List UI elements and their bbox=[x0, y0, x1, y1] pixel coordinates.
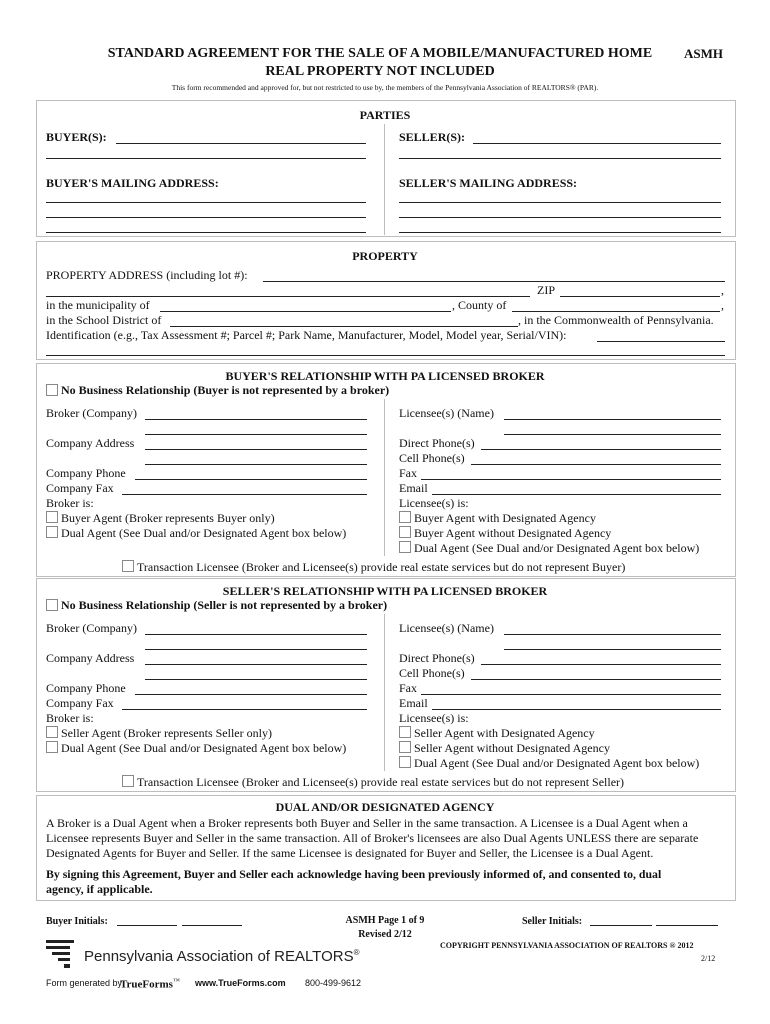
identification-label: Identification (e.g., Tax Assessment #; Parcel #; Park Name, Manufacturer, Model, Model year, Serial/VIN): bbox=[46, 328, 567, 342]
buyers-field-2[interactable] bbox=[46, 158, 366, 159]
buyer-no-relationship-checkbox[interactable] bbox=[46, 384, 58, 396]
zip-label: ZIP bbox=[537, 283, 555, 297]
seller-broker-divider bbox=[384, 614, 385, 771]
buyer-email-field[interactable] bbox=[432, 494, 721, 495]
property-heading: PROPERTY bbox=[352, 249, 418, 263]
buyer-lic-opt1-checkbox[interactable] bbox=[399, 511, 411, 523]
zip-comma: , bbox=[721, 283, 724, 297]
municipality-field[interactable] bbox=[160, 311, 451, 312]
parties-divider bbox=[384, 124, 385, 235]
buyer-company-address-field-2[interactable] bbox=[145, 464, 367, 465]
trueforms-website-link[interactable]: www.TrueForms.com bbox=[195, 978, 286, 988]
seller-address-label: SELLER'S MAILING ADDRESS: bbox=[399, 176, 578, 190]
par-logo-text bbox=[84, 944, 360, 966]
buyer-transaction-label: Transaction Licensee (Broker and Licensee(s) provide real estate services but do not represent Buyer) bbox=[137, 560, 626, 574]
seller-cell-phone-field[interactable] bbox=[471, 679, 721, 680]
buyers-label: BUYER(S): bbox=[46, 130, 107, 144]
seller-lic-opt1-checkbox[interactable] bbox=[399, 726, 411, 738]
buyer-fax-label: Fax bbox=[399, 466, 417, 480]
buyer-cell-phone-label: Cell Phone(s) bbox=[399, 451, 465, 465]
buyers-field-1[interactable] bbox=[116, 143, 366, 144]
sellers-field-1[interactable] bbox=[473, 143, 721, 144]
seller-company-fax-label: Company Fax bbox=[46, 696, 114, 710]
seller-lic-opt2-label: Seller Agent without Designated Agency bbox=[414, 741, 610, 755]
seller-initials-field-1[interactable] bbox=[590, 925, 652, 926]
seller-initials-field-2[interactable] bbox=[656, 925, 718, 926]
seller-lic-opt2-checkbox[interactable] bbox=[399, 741, 411, 753]
seller-transaction-label: Transaction Licensee (Broker and Licensee(s) provide real estate services but do not represent Seller) bbox=[137, 775, 625, 789]
property-address-field[interactable] bbox=[263, 281, 725, 282]
seller-company-address-field[interactable] bbox=[145, 664, 367, 665]
seller-lic-opt3-label: Dual Agent (See Dual and/or Designated Agent box below) bbox=[414, 756, 700, 770]
seller-fax-label: Fax bbox=[399, 681, 417, 695]
seller-initials-label: Seller Initials: bbox=[522, 916, 583, 927]
dual-paragraph-line1: A Broker is a Dual Agent when a Broker represents both Buyer and Seller in the same transaction. A Licensee is a Dual Agent when a bbox=[46, 816, 688, 830]
trueforms-tm: ™ bbox=[172, 977, 180, 985]
seller-licensees-name-label: Licensee(s) (Name) bbox=[399, 621, 494, 635]
buyer-company-fax-label: Company Fax bbox=[46, 481, 114, 495]
buyer-licensees-name-label: Licensee(s) (Name) bbox=[399, 406, 494, 420]
seller-agent-label: Seller Agent (Broker represents Seller only) bbox=[61, 726, 272, 740]
generated-by-label: Form generated by: bbox=[46, 978, 125, 988]
buyer-no-relationship-label: No Business Relationship (Buyer is not represented by a broker) bbox=[61, 383, 390, 397]
seller-no-relationship-label: No Business Relationship (Seller is not represented by a broker) bbox=[61, 598, 388, 612]
seller-direct-phone-field[interactable] bbox=[481, 664, 721, 665]
county-label: , County of bbox=[452, 298, 507, 312]
dual-acknowledgement-line2: agency, if applicable. bbox=[46, 882, 153, 896]
buyer-licensees-is-label: Licensee(s) is: bbox=[399, 496, 469, 510]
seller-address-field-1[interactable] bbox=[399, 202, 721, 203]
copyright-text: COPYRIGHT PENNSYLVANIA ASSOCIATION OF REALTORS ® 2012 bbox=[440, 941, 694, 950]
seller-broker-is-label: Broker is: bbox=[46, 711, 94, 725]
form-subtitle: This form recommended and approved for, but not restricted to use by, the members of the Pennsylvania Association of REALTORS® (PAR). bbox=[171, 83, 599, 92]
buyer-address-label: BUYER'S MAILING ADDRESS: bbox=[46, 176, 219, 190]
buyer-agent-label: Buyer Agent (Broker represents Buyer only) bbox=[61, 511, 275, 525]
sellers-field-2[interactable] bbox=[399, 158, 721, 159]
seller-company-phone-field[interactable] bbox=[135, 694, 367, 695]
buyer-transaction-checkbox[interactable] bbox=[122, 560, 134, 572]
buyer-lic-opt3-label: Dual Agent (See Dual and/or Designated Agent box below) bbox=[414, 541, 700, 555]
buyer-dual-agent-label: Dual Agent (See Dual and/or Designated Agent box below) bbox=[61, 526, 347, 540]
buyer-direct-phone-field[interactable] bbox=[481, 449, 721, 450]
buyer-licensees-name-field-2[interactable] bbox=[504, 434, 721, 435]
buyer-licensees-name-field[interactable] bbox=[504, 419, 721, 420]
form-code: ASMH bbox=[684, 46, 723, 61]
buyer-company-address-label: Company Address bbox=[46, 436, 135, 450]
seller-email-label: Email bbox=[399, 696, 428, 710]
buyer-initials-field-1[interactable] bbox=[117, 925, 177, 926]
revised-date: Revised 2/12 bbox=[358, 929, 412, 940]
seller-address-field-3[interactable] bbox=[399, 232, 721, 233]
identification-field-2[interactable] bbox=[46, 355, 725, 356]
buyer-dual-agent-checkbox[interactable] bbox=[46, 526, 58, 538]
sellers-label: SELLER(S): bbox=[399, 130, 466, 144]
municipality-label: in the municipality of bbox=[46, 298, 150, 312]
seller-licensees-name-field-2[interactable] bbox=[504, 649, 721, 650]
seller-company-address-field-2[interactable] bbox=[145, 679, 367, 680]
dual-paragraph-line2: Licensee represents Buyer and Seller in the same transaction. All of Broker's licensees are also Dual Agents UNLESS there are separate bbox=[46, 831, 699, 845]
trueforms-brand bbox=[120, 974, 180, 992]
county-comma: , bbox=[721, 298, 724, 312]
seller-broker-company-label: Broker (Company) bbox=[46, 621, 137, 635]
seller-broker-company-field-2[interactable] bbox=[145, 649, 367, 650]
buyer-direct-phone-label: Direct Phone(s) bbox=[399, 436, 475, 450]
county-field[interactable] bbox=[512, 311, 720, 312]
seller-direct-phone-label: Direct Phone(s) bbox=[399, 651, 475, 665]
buyer-cell-phone-field[interactable] bbox=[471, 464, 721, 465]
buyer-email-label: Email bbox=[399, 481, 428, 495]
par-logo-name: Pennsylvania Association of REALTORS bbox=[84, 948, 354, 965]
seller-broker-heading: SELLER'S RELATIONSHIP WITH PA LICENSED BROKER bbox=[222, 584, 548, 598]
par-logo-icon bbox=[44, 938, 76, 970]
seller-company-phone-label: Company Phone bbox=[46, 681, 126, 695]
buyer-broker-divider bbox=[384, 399, 385, 556]
zip-field[interactable] bbox=[560, 296, 720, 297]
seller-email-field[interactable] bbox=[432, 709, 721, 710]
buyer-broker-heading: BUYER'S RELATIONSHIP WITH PA LICENSED BROKER bbox=[225, 369, 545, 383]
seller-agent-checkbox[interactable] bbox=[46, 726, 58, 738]
seller-lic-opt1-label: Seller Agent with Designated Agency bbox=[414, 726, 595, 740]
dual-agency-heading: DUAL AND/OR DESIGNATED AGENCY bbox=[275, 800, 495, 814]
buyer-lic-opt2-checkbox[interactable] bbox=[399, 526, 411, 538]
buyer-broker-is-label: Broker is: bbox=[46, 496, 94, 510]
buyer-company-phone-field[interactable] bbox=[135, 479, 367, 480]
buyer-company-phone-label: Company Phone bbox=[46, 466, 126, 480]
seller-broker-company-field[interactable] bbox=[145, 634, 367, 635]
dual-paragraph-line3: Designated Agents for Buyer and Seller. If the same Licensee is designated for Buyer and Seller, the Licensee is a Dual Agent. bbox=[46, 846, 654, 860]
commonwealth-label: , in the Commonwealth of Pennsylvania. bbox=[518, 313, 714, 327]
copyright-date-code: 2/12 bbox=[701, 954, 716, 963]
buyer-lic-opt2-label: Buyer Agent without Designated Agency bbox=[414, 526, 612, 540]
trueforms-name: TrueForms bbox=[120, 978, 173, 991]
seller-licensees-name-field[interactable] bbox=[504, 634, 721, 635]
buyer-address-field-2[interactable] bbox=[46, 217, 366, 218]
seller-lic-opt3-checkbox[interactable] bbox=[399, 756, 411, 768]
trueforms-phone: 800-499-9612 bbox=[305, 978, 362, 988]
buyer-lic-opt3-checkbox[interactable] bbox=[399, 541, 411, 553]
buyer-broker-company-field-2[interactable] bbox=[145, 434, 367, 435]
seller-cell-phone-label: Cell Phone(s) bbox=[399, 666, 465, 680]
identification-field[interactable] bbox=[597, 341, 725, 342]
buyer-broker-company-field[interactable] bbox=[145, 419, 367, 420]
buyer-lic-opt1-label: Buyer Agent with Designated Agency bbox=[414, 511, 596, 525]
form-title-line2: REAL PROPERTY NOT INCLUDED bbox=[265, 64, 495, 79]
seller-company-address-label: Company Address bbox=[46, 651, 135, 665]
buyer-initials-field-2[interactable] bbox=[182, 925, 242, 926]
seller-transaction-checkbox[interactable] bbox=[122, 775, 134, 787]
buyer-broker-company-label: Broker (Company) bbox=[46, 406, 137, 420]
par-logo-registered: ® bbox=[353, 948, 360, 957]
school-district-field[interactable] bbox=[170, 326, 518, 327]
seller-address-field-2[interactable] bbox=[399, 217, 721, 218]
buyer-fax-field[interactable] bbox=[421, 479, 721, 480]
property-address-field-2[interactable] bbox=[46, 296, 530, 297]
seller-no-relationship-checkbox[interactable] bbox=[46, 599, 58, 611]
school-district-label: in the School District of bbox=[46, 313, 162, 327]
page-number: ASMH Page 1 of 9 bbox=[345, 915, 425, 926]
parties-heading: PARTIES bbox=[359, 108, 411, 122]
buyer-company-address-field[interactable] bbox=[145, 449, 367, 450]
form-title-line1: STANDARD AGREEMENT FOR THE SALE OF A MOBILE/MANUFACTURED HOME bbox=[107, 46, 653, 61]
seller-licensees-is-label: Licensee(s) is: bbox=[399, 711, 469, 725]
seller-fax-field[interactable] bbox=[421, 694, 721, 695]
buyer-agent-checkbox[interactable] bbox=[46, 511, 58, 523]
seller-company-fax-field[interactable] bbox=[122, 709, 367, 710]
seller-dual-agent-label: Dual Agent (See Dual and/or Designated Agent box below) bbox=[61, 741, 347, 755]
buyer-address-field-3[interactable] bbox=[46, 232, 366, 233]
buyer-initials-label: Buyer Initials: bbox=[46, 916, 108, 927]
seller-dual-agent-checkbox[interactable] bbox=[46, 741, 58, 753]
buyer-company-fax-field[interactable] bbox=[122, 494, 367, 495]
dual-acknowledgement-line1: By signing this Agreement, Buyer and Seller each acknowledge having been previously informed of, and consented to, dual bbox=[46, 867, 662, 881]
property-address-label: PROPERTY ADDRESS (including lot #): bbox=[46, 268, 248, 282]
buyer-address-field-1[interactable] bbox=[46, 202, 366, 203]
